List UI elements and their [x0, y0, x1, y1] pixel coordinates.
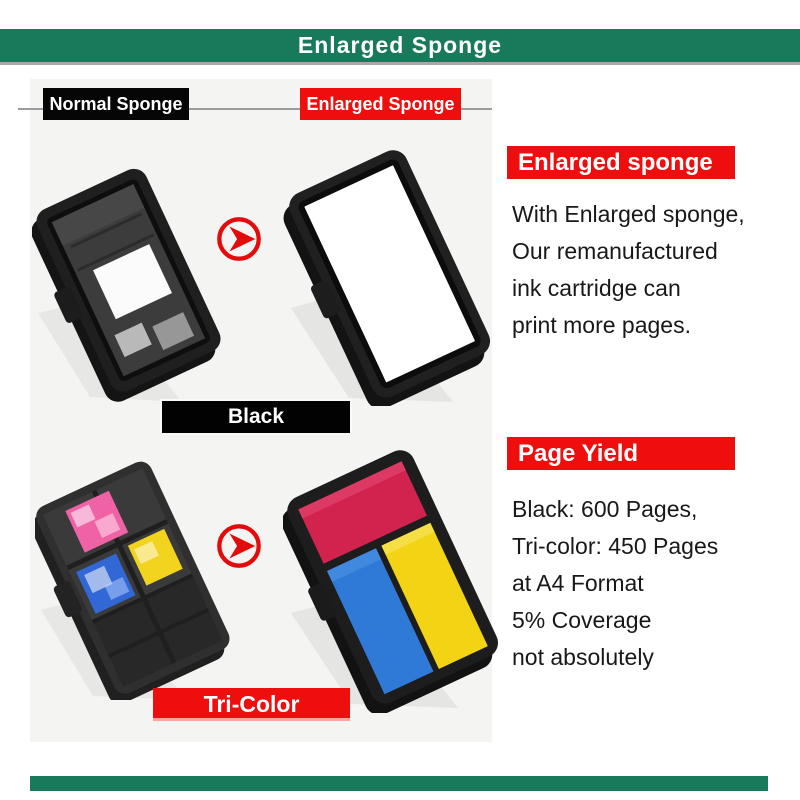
- enlarged-sponge-paragraph: [512, 196, 790, 344]
- section-banner-enlarged-sponge: Enlarged sponge: [507, 146, 735, 179]
- section-banner-page-yield: Page Yield: [507, 437, 735, 470]
- text-line: With Enlarged sponge,: [512, 201, 745, 227]
- text-line: Tri-color: 450 Pages: [512, 533, 719, 559]
- text-line: ink cartridge can: [512, 275, 681, 301]
- page-title: Enlarged Sponge: [0, 29, 800, 65]
- label-black: Black: [160, 399, 352, 435]
- label-enlarged-sponge: Enlarged Sponge: [300, 88, 461, 120]
- text-line: print more pages.: [512, 312, 691, 338]
- text-line: at A4 Format: [512, 570, 644, 596]
- normal-black-cartridge-image: [32, 163, 232, 403]
- page-yield-paragraph: [512, 491, 790, 676]
- circle-arrow-right-icon: [215, 522, 263, 570]
- enlarged-sponge-cartridge-image: [283, 148, 498, 406]
- bottom-accent-bar: [30, 776, 768, 791]
- circle-arrow-right-icon: [215, 215, 263, 263]
- label-normal-sponge: Normal Sponge: [43, 88, 189, 120]
- text-line: 5% Coverage: [512, 607, 652, 633]
- normal-tricolor-cartridge-image: [35, 460, 235, 700]
- photo-panel: [30, 79, 492, 742]
- text-line: Our remanufactured: [512, 238, 718, 264]
- text-line: not absolutely: [512, 644, 654, 670]
- enlarged-tricolor-cartridge-image: [283, 448, 503, 713]
- text-line: Black: 600 Pages,: [512, 496, 698, 522]
- label-tri-color: Tri-Color: [153, 688, 350, 721]
